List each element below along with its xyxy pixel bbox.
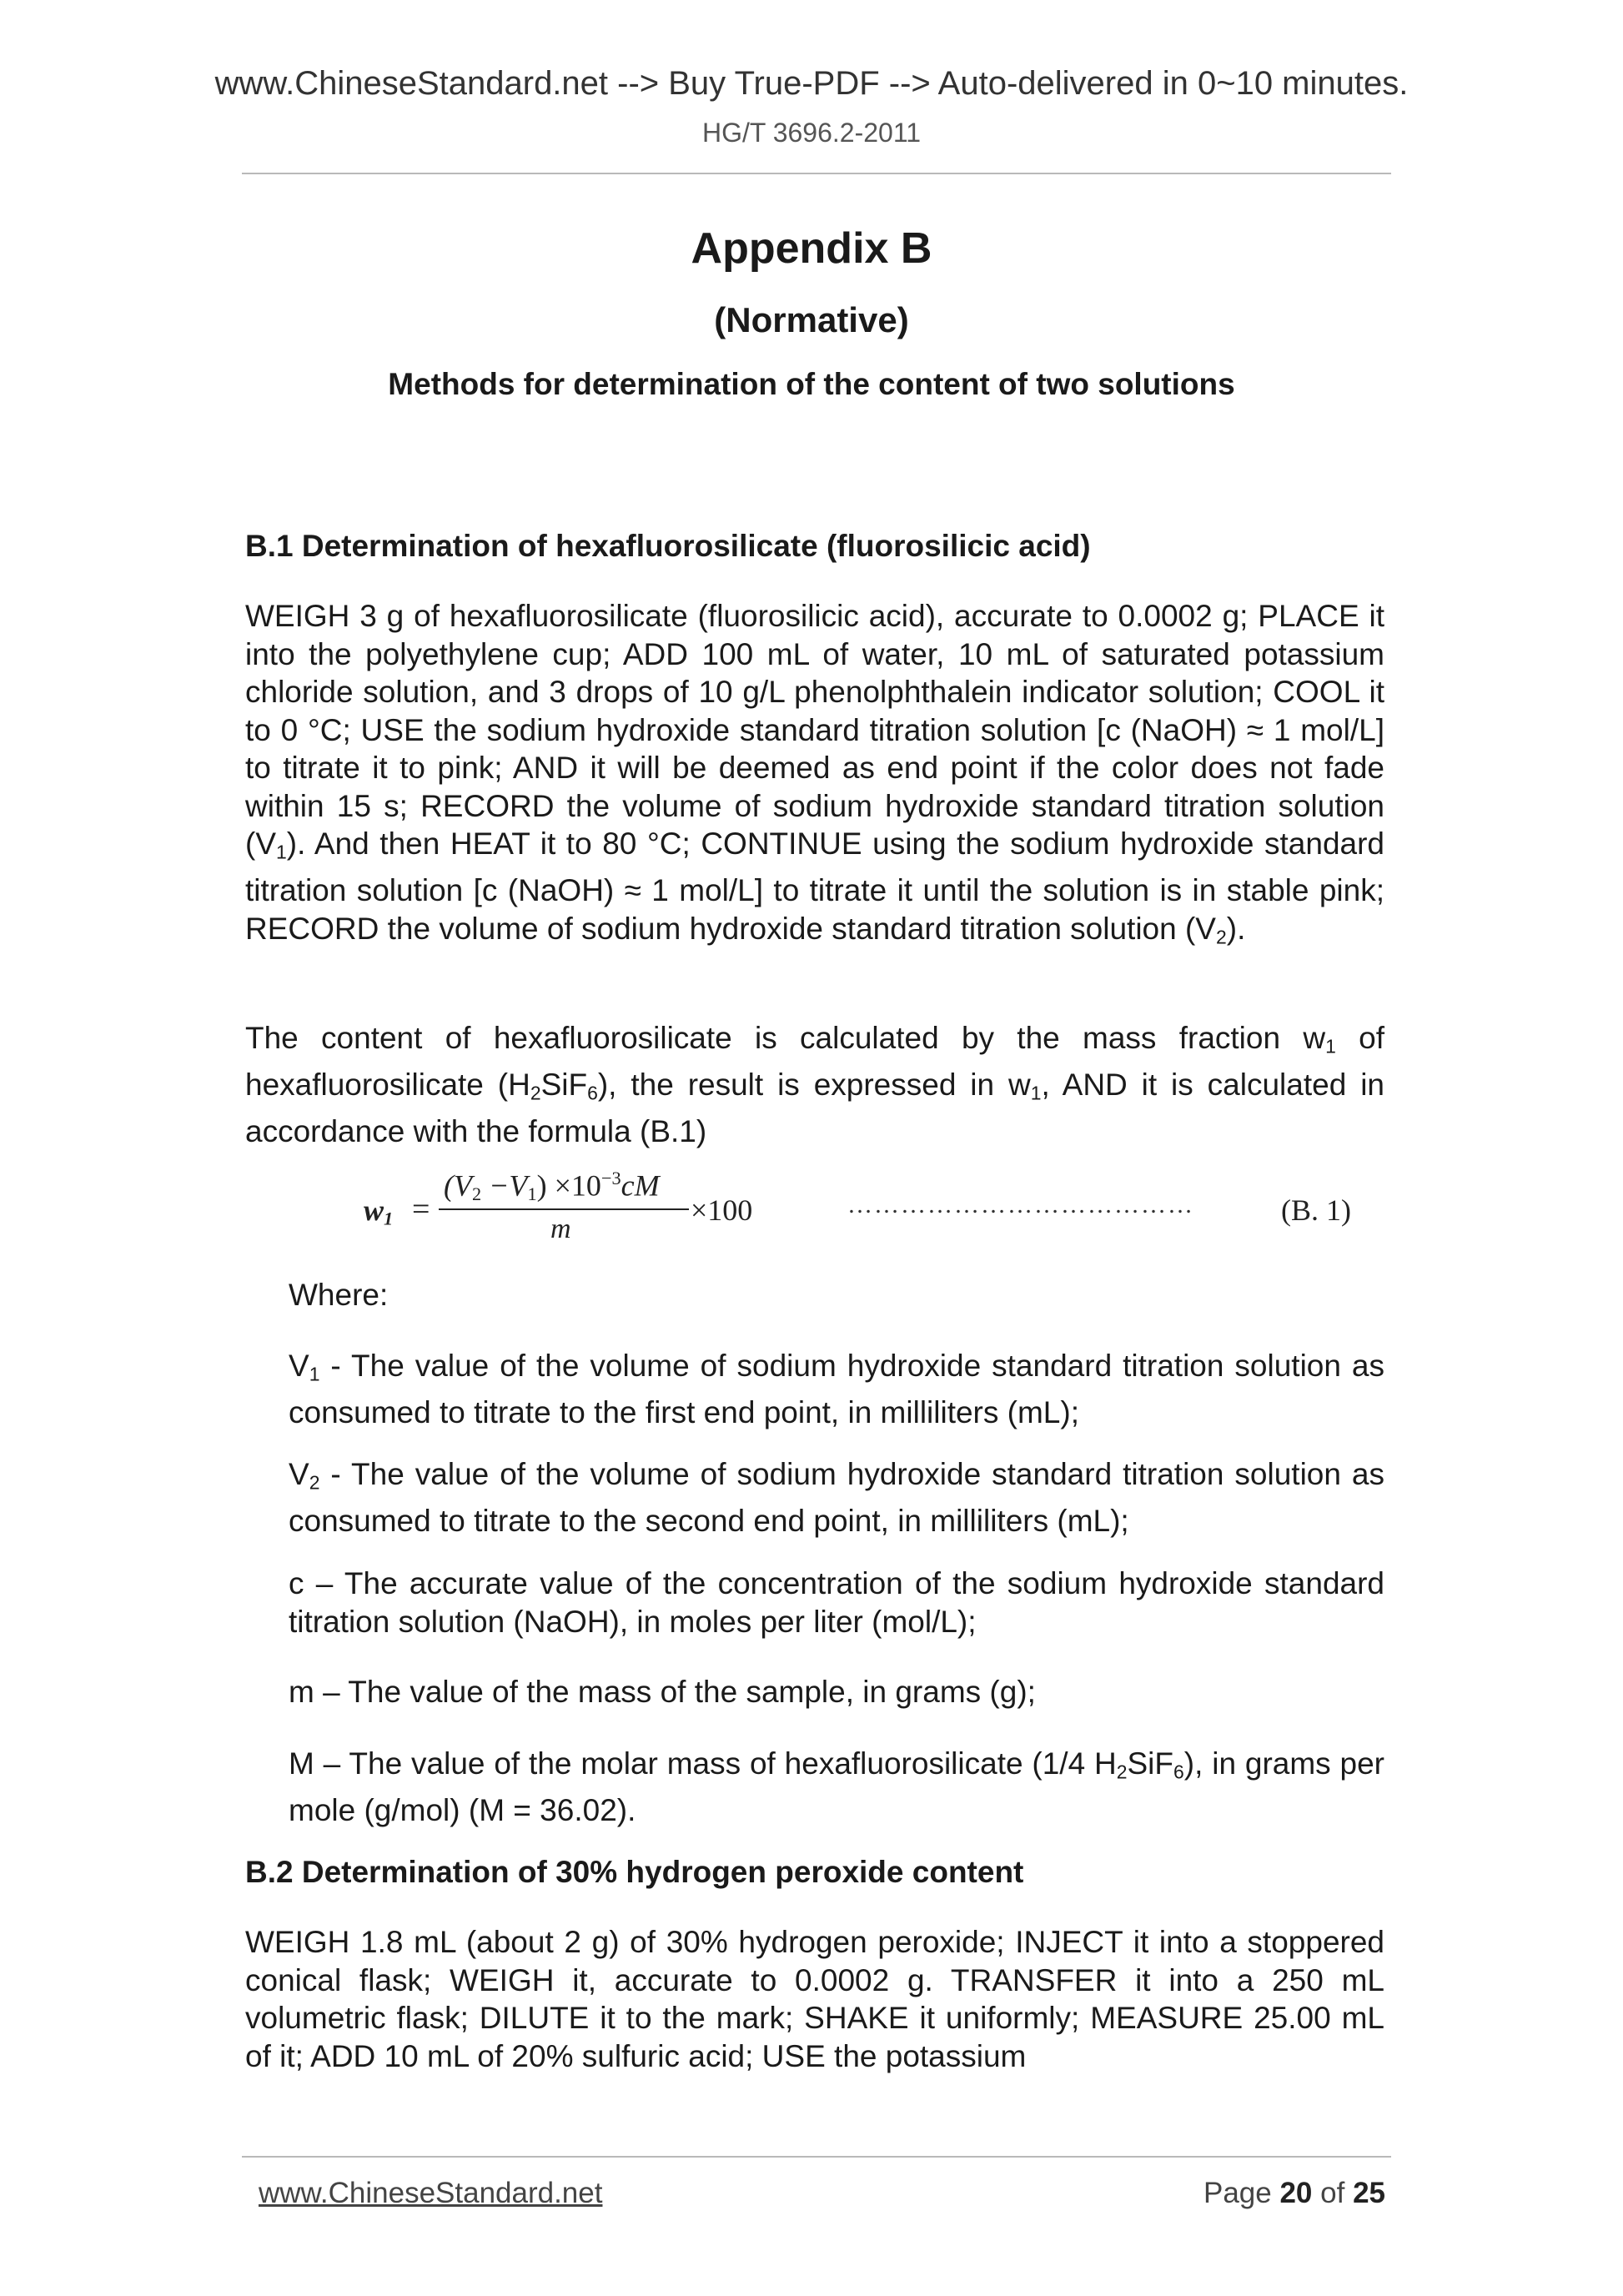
header-divider [242,173,1391,174]
header-banner: www.ChineseStandard.net --> Buy True-PDF --> Auto-delivered in 0~10 minutes. [214,65,1409,102]
where-c: c – The accurate value of the concentration of the sodium hydroxide standard titration solution (NaOH), in moles per liter (mol/L); [289,1566,1384,1639]
section-b1-paragraph-2: The content of hexafluorosilicate is calculated by the mass fraction $w_1$ of hexafluorosilicate $(H_2SiF_6)$, the result is expressed in $w_1$, AND it is calculated in accordance with the formula (B.1) [245,1021,1384,1149]
formula-numerator: $(V_2 -V_1) \times 10^{-3}cM$ [444,1168,660,1204]
section-b1-paragraph-1: WEIGH 3 g of hexafluorosilicate (fluorosilicic acid), accurate to 0.0002 g; PLACE it into the polyethylene cup; ADD 100 mL of water, 10 mL of saturated potassium chloride solution, and 3 drops of 10 g/L phenolphthalein indicator solution; COOL it to 0 °C; USE the sodium hydroxide standard titration solution [c (NaOH) ≈ 1 mol/L] to titrate it to pink; AND it will be deemed as end point if the color does not fade within 15 s; RECORD the volume of sodium hydroxide standard titration solution $(V_1)$. And then HEAT it to 80 °C; CONTINUE using the sodium hydroxide standard titration solution [c (NaOH) ≈ 1 mol/L] to titrate it until the solution is in stable pink; RECORD the volume of sodium hydroxide standard titration solution $(V_2)$. [245,599,1384,948]
standard-number: HG/T 3696.2-2011 [701,118,922,148]
page-total: 25 [1353,2177,1385,2209]
where-m: m – The value of the mass of the sample, in grams (g); [289,1675,1036,1709]
formula-b1 [364,1168,1381,1251]
where-molar-mass: M – The value of the molar mass of hexafluorosilicate (1/4 $H_2SiF_6$), in grams per mole (g/mol) (M = 36.02). [289,1746,1384,1828]
formula-fraction-bar [439,1208,689,1210]
formula-reference: (B. 1) [1281,1193,1351,1227]
formula-leader-dots: ………………………………… [847,1191,1194,1218]
formula-lhs: $w_1$ [364,1193,394,1229]
where-v1: $V_1$ - The value of the volume of sodium hydroxide standard titration solution as consumed to titrate to the first end point, in milliliters (mL); [289,1349,1384,1430]
section-b1-heading: B.1 Determination of hexafluorosilicate (fluorosilicic acid) [245,529,1091,563]
page-number: 20 [1279,2177,1313,2209]
where-label: Where: [289,1278,389,1312]
appendix-type: (Normative) [714,300,909,339]
footer-divider [242,2156,1391,2158]
section-b2-heading: B.2 Determination of 30% hydrogen peroxide content [245,1855,1024,1889]
appendix-subtitle: Methods for determination of the content of two solutions [388,367,1235,401]
where-v2: $V_2$ - The value of the volume of sodium hydroxide standard titration solution as consumed to titrate to the second end point, in milliliters (mL); [289,1457,1384,1539]
footer-site-link[interactable]: www.ChineseStandard.net [259,2177,603,2209]
appendix-title: Appendix B [691,224,932,273]
formula-denominator: m [550,1213,571,1244]
section-b2-paragraph-1: WEIGH 1.8 mL (about 2 g) of 30% hydrogen peroxide; INJECT it into a stoppered conical flask; WEIGH it, accurate to 0.0002 g. TRANSFER it into a 250 mL volumetric flask; DILUTE it to the mark; SHAKE it uniformly; MEASURE 25.00 mL of it; ADD 10 mL of 20% sulfuric acid; USE the potassium [245,1925,1384,2073]
formula-multiplier: ×100 [691,1193,753,1227]
page-indicator: Page 20 of 25 [1203,2177,1385,2209]
formula-equals: = [412,1192,430,1227]
